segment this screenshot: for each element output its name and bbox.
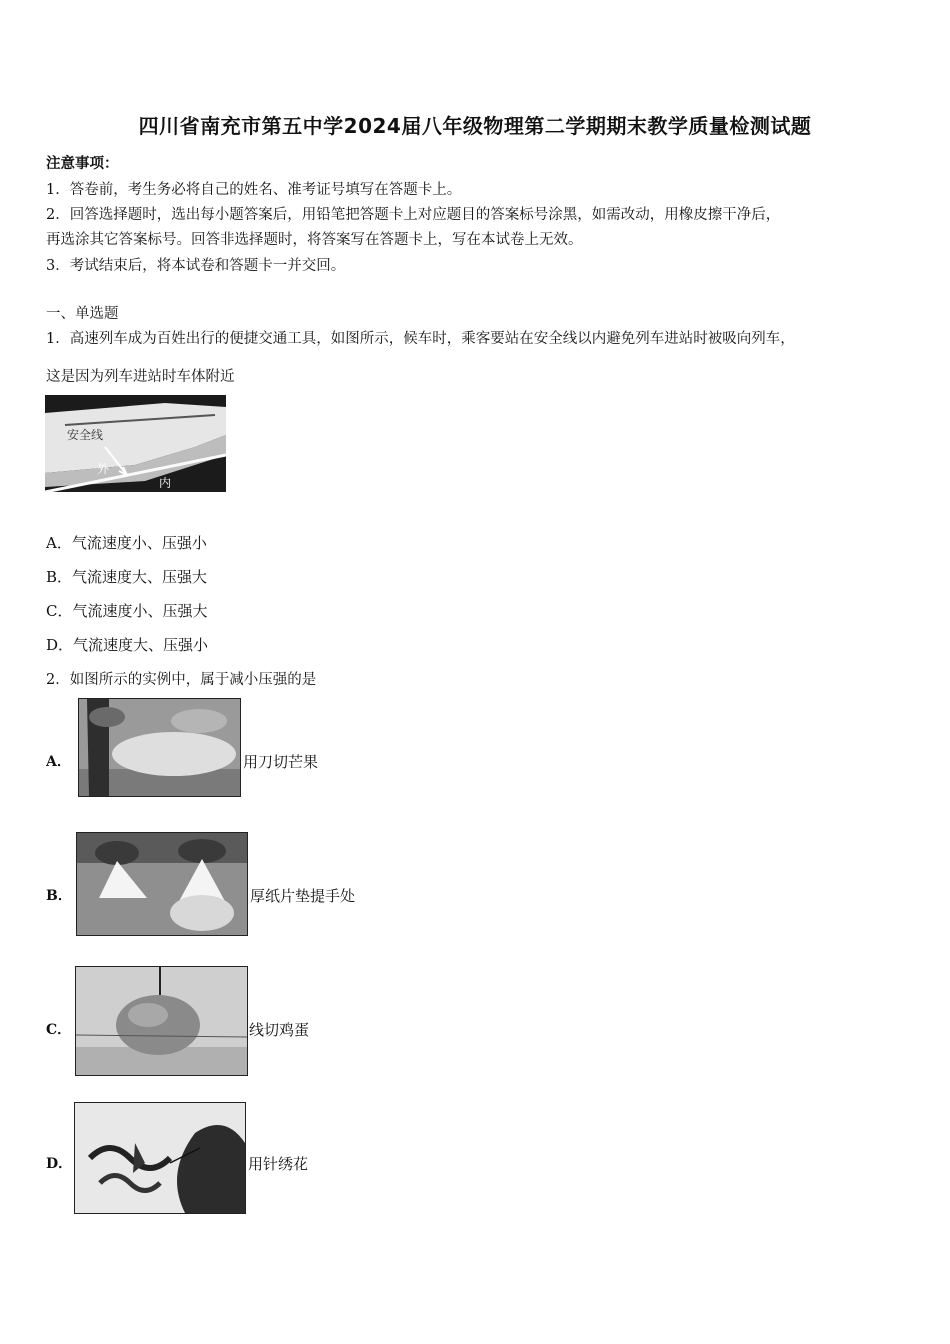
notice-heading: 注意事项： [46, 155, 119, 172]
egg-thread-image [75, 966, 248, 1076]
question-1-stem-cont: 这是因为列车进站时车体附近 [46, 369, 235, 385]
safety-line-label: 安全线 [67, 428, 104, 442]
section-heading: 一、单选题 [46, 306, 119, 322]
notice-item: 1．答卷前，考生务必将自己的姓名、准考证号填写在答题卡上。 [46, 182, 462, 198]
option-a-text: 用刀切芒果 [243, 753, 319, 771]
embroidery-image [74, 1102, 246, 1214]
option-b-text: 厚纸片垫提手处 [250, 887, 356, 905]
option-b-letter: B． [46, 888, 72, 904]
inside-label: 内 [159, 476, 172, 490]
page-title: 四川省南充市第五中学2024届八年级物理第二学期期末教学质量检测试题 [138, 114, 812, 138]
notice-item: 3．考试结束后，将本试卷和答题卡一并交回。 [46, 258, 346, 274]
option-c-text: 线切鸡蛋 [249, 1021, 310, 1039]
notice-item: 2．回答选择题时，选出每小题答案后，用铅笔把答题卡上对应题目的答案标号涂黑，如需改动，用橡皮擦干净后， [46, 207, 781, 223]
option-b: B．气流速度大、压强大 [46, 568, 208, 586]
knife-mango-image [78, 698, 241, 797]
option-c-letter: C． [46, 1022, 72, 1038]
question-2-stem: 2．如图所示的实例中，属于减小压强的是 [46, 672, 317, 688]
option-d-text: 用针绣花 [248, 1155, 309, 1173]
option-d: D．气流速度大、压强小 [46, 636, 209, 654]
question-1-stem: 1．高速列车成为百姓出行的便捷交通工具，如图所示，候车时，乘客要站在安全线以内避免列车进站时被吸向列车， [46, 331, 795, 347]
outside-label: 外 [97, 462, 110, 476]
option-a-letter: A． [46, 754, 71, 770]
option-a: A．气流速度小、压强小 [46, 534, 207, 552]
option-d-letter: D． [46, 1156, 73, 1172]
option-c: C．气流速度小、压强大 [46, 602, 208, 620]
bag-handle-image [76, 832, 248, 936]
notice-item: 再选涂其它答案标号。回答非选择题时，将答案写在答题卡上，写在本试卷上无效。 [46, 232, 583, 248]
train-platform-image [45, 395, 226, 492]
